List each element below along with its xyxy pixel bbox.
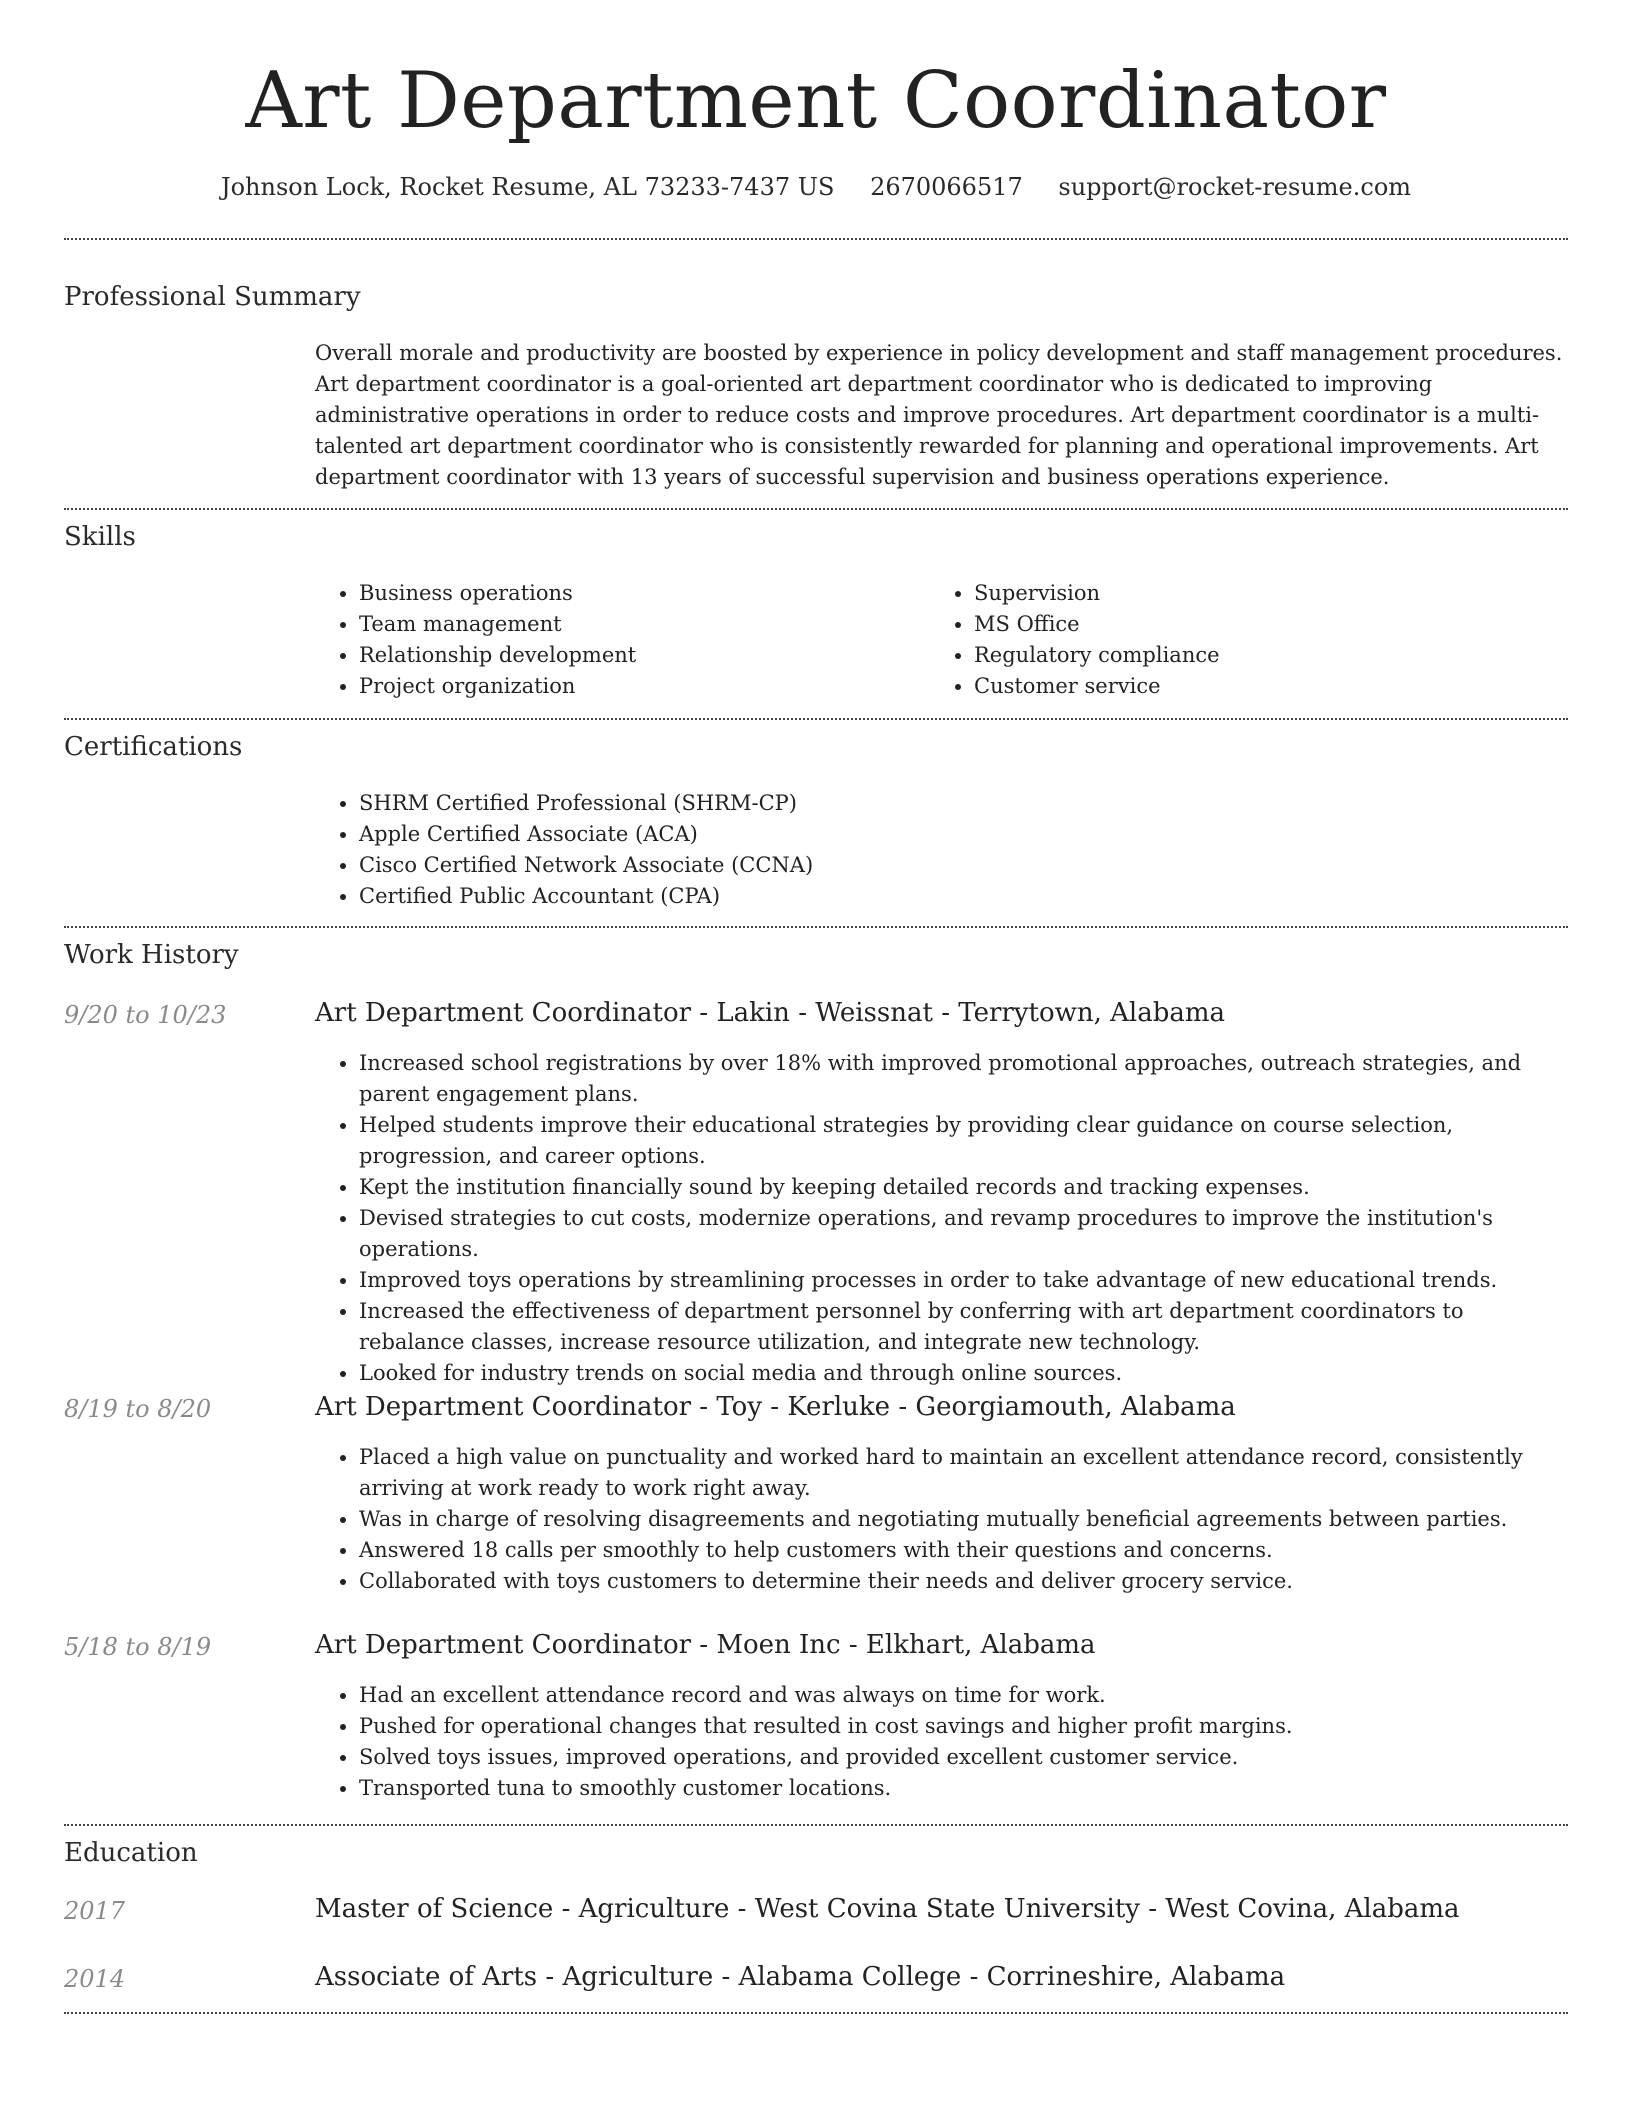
divider	[64, 508, 1568, 510]
job-bullet: • Increased school registrations by over 18% with improved promotional approaches, outreach strategies, and parent engagement plans.	[359, 1048, 1568, 1110]
job-bullet: • Placed a high value on punctuality and worked hard to maintain an excellent attendance record, consistently arriving at work ready to work right away.	[359, 1442, 1568, 1504]
job-bullet: • Transported tuna to smoothly customer locations.	[359, 1773, 1568, 1804]
education-degree: Associate of Arts - Agriculture - Alabama College - Corrineshire, Alabama	[315, 1962, 1286, 1992]
skill-item: • Relationship development	[359, 640, 636, 671]
skill-item: • Project organization	[359, 671, 636, 702]
job-bullet: • Devised strategies to cut costs, modernize operations, and revamp procedures to improve the institution's operations.	[359, 1203, 1568, 1265]
summary-text: Overall morale and productivity are boosted by experience in policy development and staff management procedures. Art department coordinator is a goal-oriented art department coordinator who is dedicated to improving administrative operations in order to reduce costs and improve procedures. Art department coordinator is a multi-talented art department coordinator who is consistently rewarded for planning and operational improvements. Art department coordinator with 13 years of successful supervision and business operations experience.	[315, 341, 1563, 489]
education-heading: Education	[64, 1838, 198, 1868]
skill-item: • Customer service	[974, 671, 1220, 702]
job-bullets	[315, 1680, 1568, 1804]
skills-heading: Skills	[64, 522, 136, 552]
contact-phone: 2670066517	[870, 173, 1023, 201]
education-degree: Master of Science - Agriculture - West Covina State University - West Covina, Alabama	[315, 1894, 1460, 1924]
job-dates: 8/19 to 8/20	[64, 1395, 212, 1423]
job-dates: 5/18 to 8/19	[64, 1633, 212, 1661]
skill-item: • MS Office	[974, 609, 1220, 640]
job-bullet: • Pushed for operational changes that resulted in cost savings and higher profit margins.	[359, 1711, 1568, 1742]
education-year: 2014	[64, 1965, 126, 1993]
job-details	[315, 1680, 1568, 1804]
resume-title: Art Department Coordinator	[245, 56, 1387, 146]
divider	[64, 718, 1568, 720]
job-bullet: • Helped students improve their educational strategies by providing clear guidance on course selection, progression, and career options.	[359, 1110, 1568, 1172]
certification-item: • SHRM Certified Professional (SHRM-CP)	[359, 788, 1568, 819]
job-title: Art Department Coordinator - Lakin - Weissnat - Terrytown, Alabama	[315, 998, 1226, 1028]
certification-item: • Cisco Certified Network Associate (CCNA)	[359, 850, 1568, 881]
job-bullets	[315, 1048, 1568, 1389]
summary-block	[315, 338, 1568, 493]
certification-item: • Apple Certified Associate (ACA)	[359, 819, 1568, 850]
summary-heading: Professional Summary	[64, 282, 361, 312]
education-year: 2017	[64, 1897, 126, 1925]
contact-email[interactable]: support@rocket-resume.com	[1058, 173, 1412, 201]
contact-address: Johnson Lock, Rocket Resume, AL 73233-7437 US	[220, 173, 835, 201]
job-title: Art Department Coordinator - Moen Inc - Elkhart, Alabama	[315, 1630, 1096, 1660]
job-details	[315, 1442, 1568, 1597]
skill-item: • Business operations	[359, 578, 636, 609]
divider	[64, 238, 1568, 240]
job-dates: 9/20 to 10/23	[64, 1001, 227, 1029]
skill-item: • Regulatory compliance	[974, 640, 1220, 671]
job-bullet: • Increased the effectiveness of department personnel by conferring with art department coordinators to rebalance classes, increase resource utilization, and integrate new technology.	[359, 1296, 1568, 1358]
skills-column-left	[315, 578, 636, 702]
skill-item: • Team management	[359, 609, 636, 640]
job-bullet: • Was in charge of resolving disagreements and negotiating mutually beneficial agreements between parties.	[359, 1504, 1568, 1535]
contact-line	[0, 170, 1632, 204]
job-bullet: • Collaborated with toys customers to determine their needs and deliver grocery service.	[359, 1566, 1568, 1597]
certification-item: • Certified Public Accountant (CPA)	[359, 881, 1568, 912]
job-bullets	[315, 1442, 1568, 1597]
divider	[64, 2012, 1568, 2014]
certifications-block	[315, 788, 1568, 912]
skill-item: • Supervision	[974, 578, 1220, 609]
certifications-list	[315, 788, 1568, 912]
divider	[64, 1824, 1568, 1826]
job-bullet: • Had an excellent attendance record and was always on time for work.	[359, 1680, 1568, 1711]
skills-column-right	[930, 578, 1220, 702]
job-title: Art Department Coordinator - Toy - Kerluke - Georgiamouth, Alabama	[315, 1392, 1236, 1422]
job-details	[315, 1048, 1568, 1389]
job-bullet: • Solved toys issues, improved operations, and provided excellent customer service.	[359, 1742, 1568, 1773]
job-bullet: • Answered 18 calls per smoothly to help customers with their questions and concerns.	[359, 1535, 1568, 1566]
divider	[64, 926, 1568, 928]
job-bullet: • Kept the institution financially sound by keeping detailed records and tracking expenses.	[359, 1172, 1568, 1203]
certifications-heading: Certifications	[64, 732, 243, 762]
job-bullet: • Improved toys operations by streamlining processes in order to take advantage of new educational trends.	[359, 1265, 1568, 1296]
job-bullet: • Looked for industry trends on social media and through online sources.	[359, 1358, 1568, 1389]
work-history-heading: Work History	[64, 940, 239, 970]
